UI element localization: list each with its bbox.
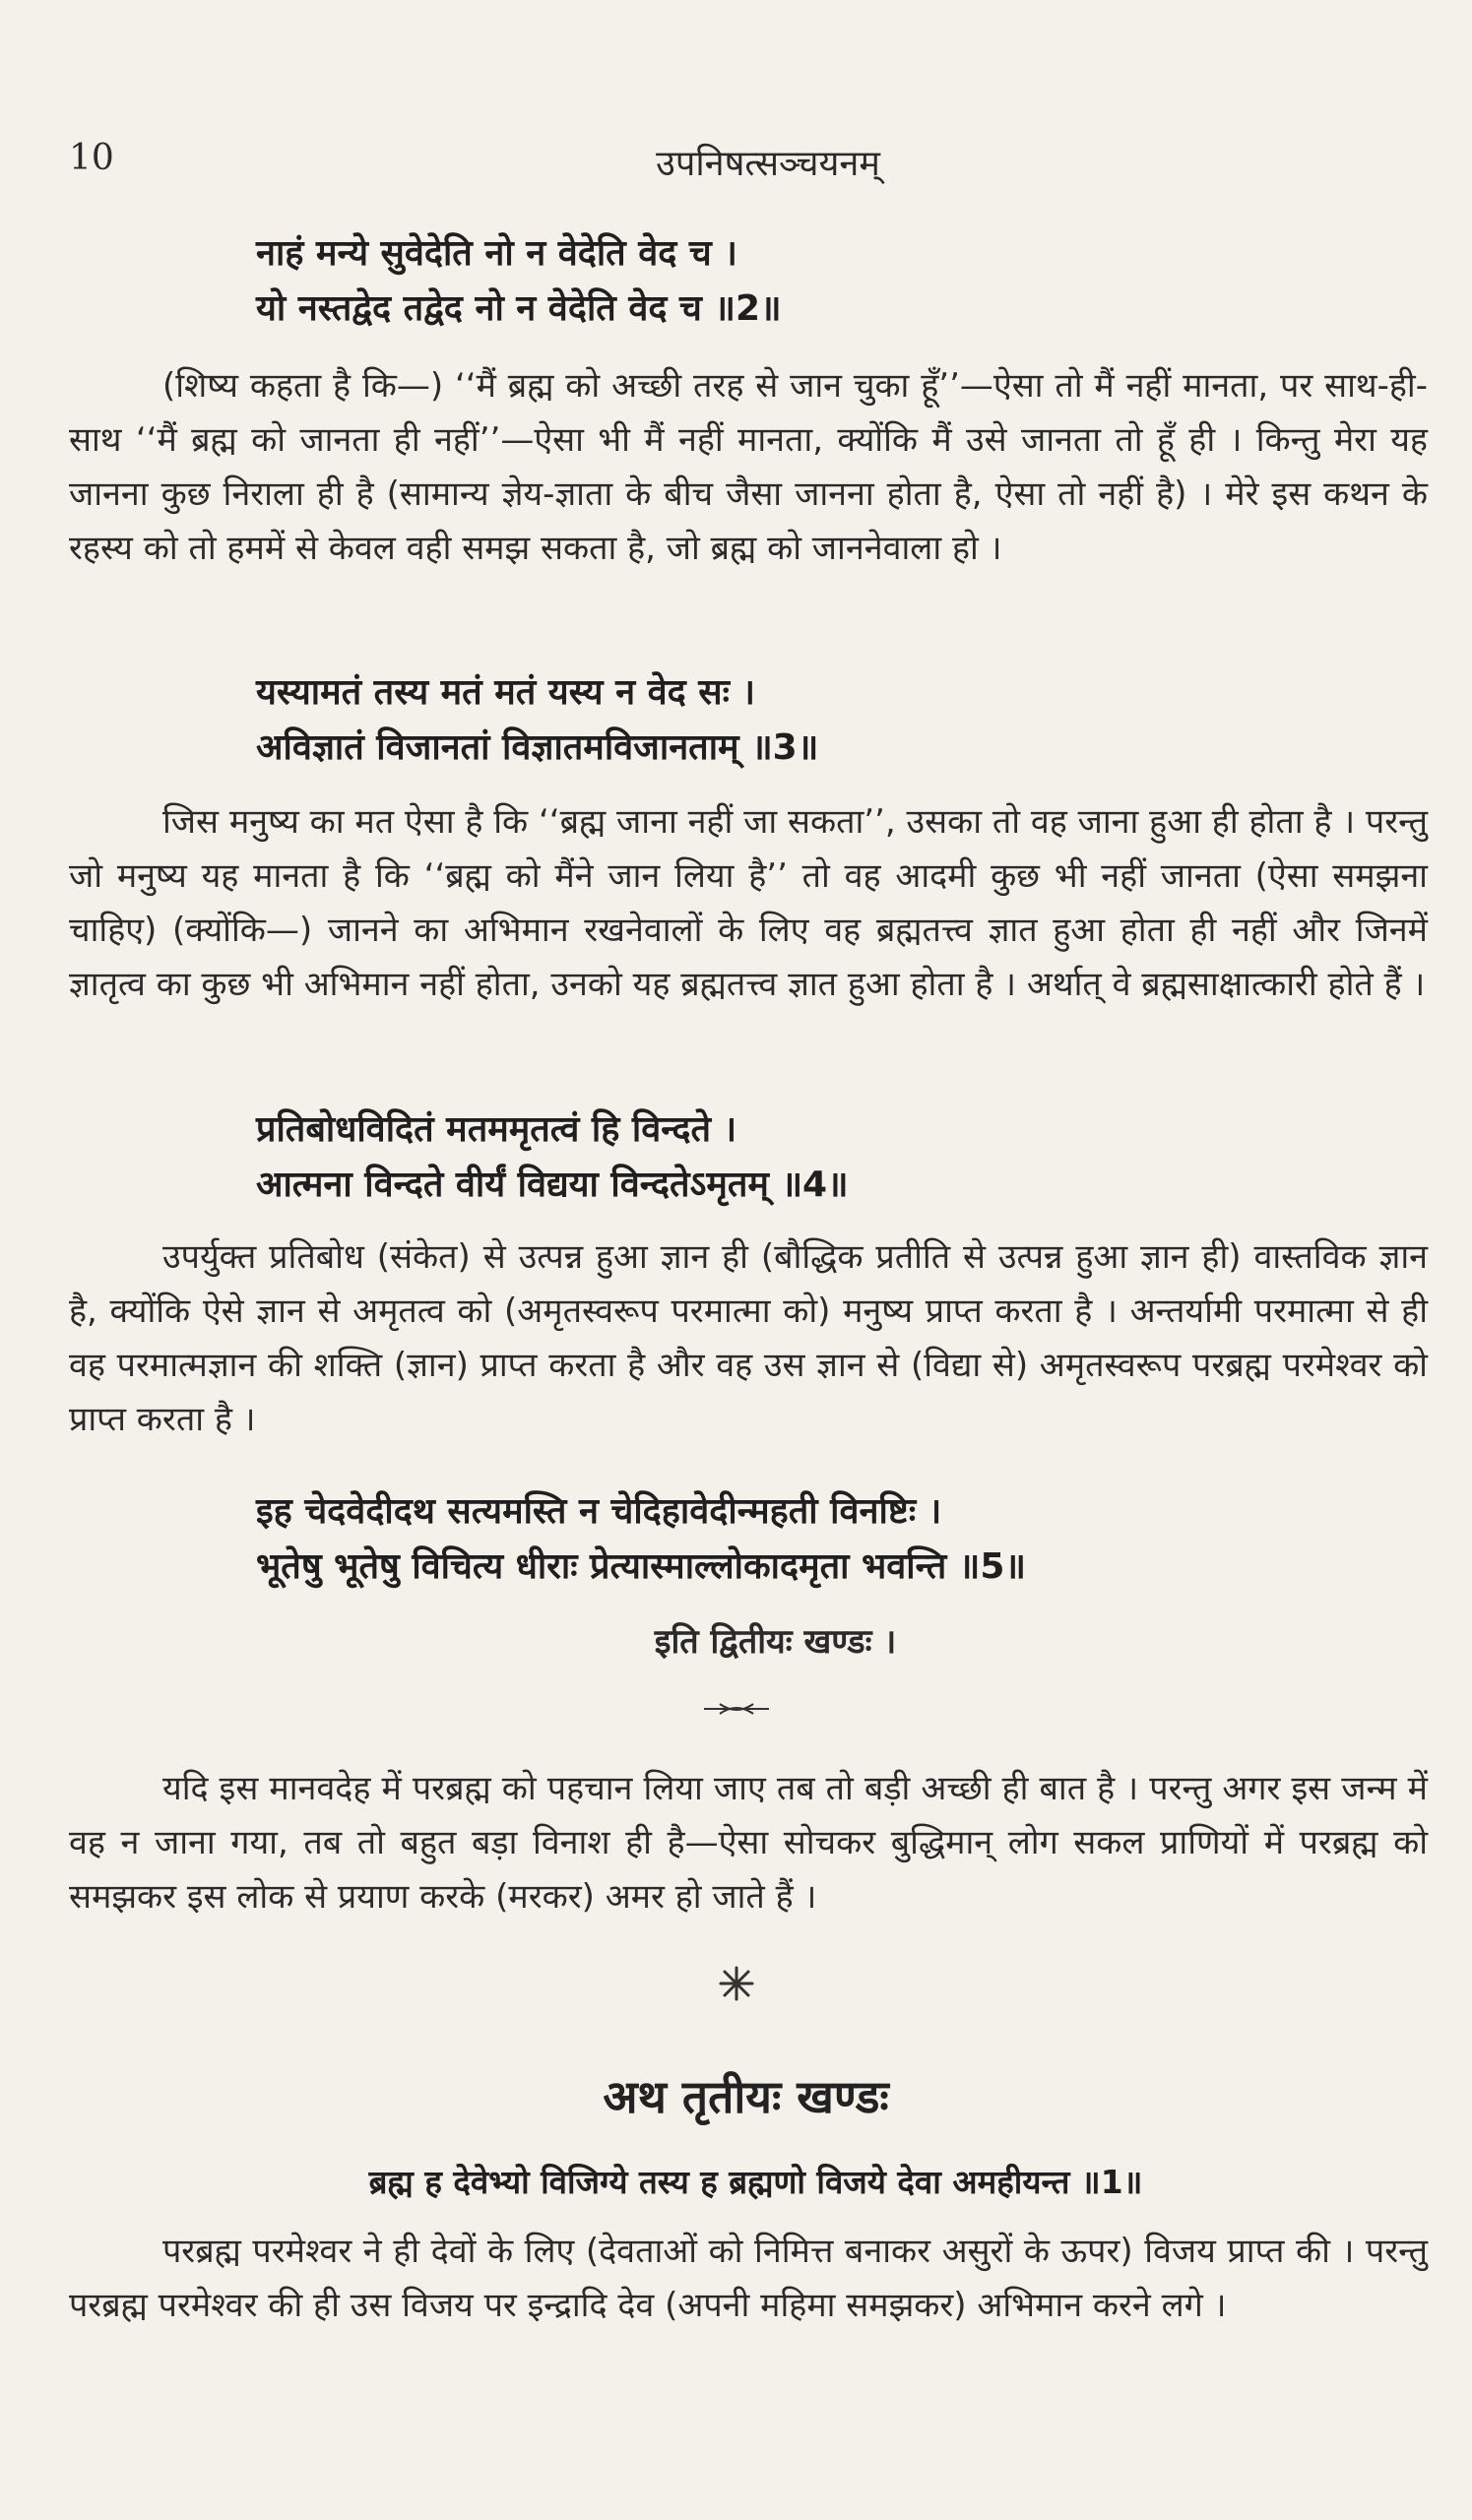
verse-line: अविज्ञातं विजानतां विज्ञातमविजानताम् ॥3॥ [256,727,819,768]
verse-line: आत्मना विन्दते वीर्यं विद्यया विन्दतेऽमृतम् ॥4॥ [256,1165,849,1205]
commentary-paragraph [69,2225,1428,2333]
commentary-paragraph [69,1230,1428,1447]
verse-2 [256,226,782,337]
page-header [69,138,1428,197]
verse-line: भूतेषु भूतेषु विचित्य धीराः प्रेत्यास्माल्लोकादमृता भवन्ति ॥5॥ [256,1546,1026,1587]
paragraph-text: परब्रह्म परमेश्वर ने ही देवों के लिए (देवताओं को निमित्त बनाकर असुरों के ऊपर) विजय प्राप्त की । परन्तु परब्रह्म परमेश्वर की ही उस विजय पर इन्द्रादि देव (अपनी महिमा समझकर) अभिमान करने लगे । [69,2232,1428,2325]
verse-line: नाहं मन्ये सुवेदेति नो न वेदेति वेद च । [256,233,737,274]
verse-1-third-section: ब्रह्म ह देवेभ्यो विजिग्ये तस्य ह ब्रह्मणो विजये देवा अमहीयन्त ॥1॥ [368,2163,1143,2201]
commentary-paragraph [69,359,1428,576]
verse-line: यो नस्तद्वेद तद्वेद नो न वेदेति वेद च ॥2॥ [256,288,782,329]
paragraph-text: जिस मनुष्य का मत ऐसा है कि ‘‘ब्रह्म जाना नहीं जा सकता’’, उसका तो वह जाना हुआ ही होता है । परन्तु जो मनुष्य यह मानता है कि ‘‘ब्रह्म को मैंने जान लिया है’’ तो वह आदमी कुछ भी नहीं जानता (ऐसा समझना चाहिए) (क्योंकि—) जानने का अभिमान रखनेवालों के लिए वह ब्रह्मतत्त्व ज्ञात हुआ होता ही नहीं और जिनमें ज्ञातृत्व का कुछ भी अभिमान नहीं होता, उनको यह ब्रह्मतत्त्व ज्ञात हुआ होता है । अर्थात् वे ब्रह्मसाक्षात्कारी होते हैं । [69,802,1428,1004]
paragraph-text: (शिष्य कहता है कि—) ‘‘मैं ब्रह्म को अच्छी तरह से जान चुका हूँ’’—ऐसा तो मैं नहीं मानता, पर साथ-ही-साथ ‘‘मैं ब्रह्म को जानता ही नहीं’’—ऐसा भी मैं नहीं मानता, क्योंकि मैं उसे जानता तो हूँ ही । किन्तु मेरा यह जानना कुछ निराला ही है (सामान्य ज्ञेय-ज्ञाता के बीच जैसा जानना होता है, ऐसा तो नहीं है) । मेरे इस कथन के रहस्य को तो हममें से केवल वही समझ सकता है, जो ब्रह्म को जाननेवाला हो । [69,366,1428,568]
verse-line: प्रतिबोधविदितं मतममृतत्वं हि विन्दते । [256,1109,737,1150]
verse-line: यस्यामतं तस्य मतं मतं यस्य न वेद सः । [256,672,756,713]
section-colophon: इति द्वितीयः खण्डः । [654,1622,897,1662]
verse-5 [256,1484,1026,1595]
divider-ornament-icon [0,1698,1472,1724]
running-title: उपनिषत्सञ्चयनम् [656,144,880,184]
floral-ornament-icon [0,1964,1472,2007]
paragraph-text: उपर्युक्त प्रतिबोध (संकेत) से उत्पन्न हुआ ज्ञान ही (बौद्धिक प्रतीति से उत्पन्न हुआ ज्ञान ही) वास्तविक ज्ञान है, क्योंकि ऐसे ज्ञान से अमृतत्व को (अमृतस्वरूप परमात्मा को) मनुष्य प्राप्त करता है । अन्तर्यामी परमात्मा से ही वह परमात्मज्ञान की शक्ति (ज्ञान) प्राप्त करता है और वह उस ज्ञान से (विद्या से) अमृतस्वरूप परब्रह्म परमेश्वर को प्राप्त करता है । [69,1237,1428,1439]
commentary-paragraph [69,795,1428,1012]
commentary-paragraph [69,1762,1428,1924]
section-heading: अथ तृतीयः खण्डः [603,2070,889,2123]
page-number: 10 [69,138,114,178]
paragraph-text: यदि इस मानवदेह में परब्रह्म को पहचान लिया जाए तब तो बड़ी अच्छी ही बात है । परन्तु अगर इस जन्म में वह न जाना गया, तब तो बहुत बड़ा विनाश ही है—ऐसा सोचकर बुद्धिमान् लोग सकल प्राणियों में परब्रह्म को समझकर इस लोक से प्रयाण करके (मरकर) अमर हो जाते हैं । [69,1769,1428,1917]
verse-3 [256,665,818,776]
verse-line: इह चेदवेदीदथ सत्यमस्ति न चेदिहावेदीन्महती विनष्टिः । [256,1491,942,1532]
verse-4 [256,1102,849,1213]
